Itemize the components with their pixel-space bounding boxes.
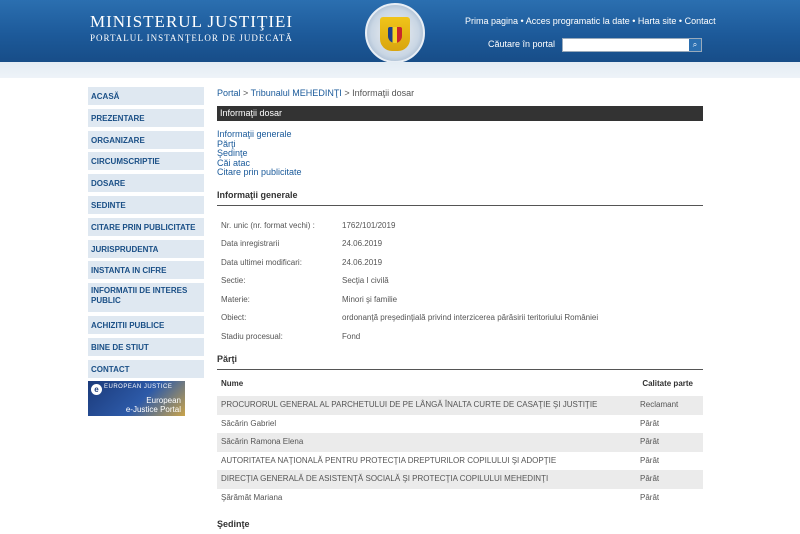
anchor-informatii-generale[interactable]: Informaţii generale — [217, 129, 292, 139]
anchor-citare[interactable]: Citare prin publicitate — [217, 167, 302, 177]
col-nume: Nume — [221, 379, 244, 388]
ejustice-line2: e-Justice Portal — [125, 405, 181, 415]
crest-icon — [365, 3, 425, 63]
search-input[interactable] — [562, 38, 702, 52]
info-row: Materie: Minori şi familie — [221, 294, 398, 304]
info-row: Data inregistrarii 24.06.2019 — [221, 239, 383, 248]
sidebar — [88, 87, 204, 416]
info-row: Data ultimei modificari: 24.06.2019 — [221, 257, 383, 267]
eagle-icon — [380, 17, 410, 51]
page-title: Informaţii dosar — [217, 106, 703, 121]
sidebar-item-prezentare[interactable]: PREZENTARE — [88, 109, 204, 127]
sidebar-item-organizare[interactable]: ORGANIZARE — [88, 131, 204, 149]
ejustice-line1: European — [146, 396, 181, 406]
parti-table-header — [217, 370, 703, 396]
table-row: AUTORITATEA NAŢIONALĂ PENTRU PROTECŢIA DREPTURILOR COPILULUI ŞI ADOPŢIE Pârât — [221, 455, 660, 465]
main-content — [217, 88, 703, 534]
sidebar-item-dosare[interactable]: DOSARE — [88, 174, 204, 192]
table-row: PROCURORUL GENERAL AL PARCHETULUI DE PE LÂNGĂ ÎNALTA CURTE DE CASAŢIE ŞI JUSTIŢIE Reclamant — [217, 396, 703, 415]
general-info-table — [217, 218, 703, 348]
sidebar-item-acasa[interactable]: ACASĂ — [88, 87, 204, 105]
ejustice-banner[interactable] — [88, 381, 185, 416]
sedinte-heading: Şedinţe — [217, 519, 250, 529]
sidebar-item-achizitii[interactable]: ACHIZITII PUBLICE — [88, 316, 204, 334]
nav-contact[interactable]: Contact — [684, 16, 716, 26]
info-row: Obiect: ordonanţă preşedinţială privind interzicerea părăsirii teritoriului României — [221, 313, 599, 322]
table-row: DIRECŢIA GENERALĂ DE ASISTENŢĂ SOCIALĂ ŞI PROTECŢIA COPILULUI MEHEDINŢI Pârât — [217, 470, 703, 489]
breadcrumb-current: Informaţii dosar — [352, 88, 415, 98]
sidebar-item-sedinte[interactable]: SEDINTE — [88, 196, 204, 214]
sidebar-item-bine-de-stiut[interactable]: BINE DE STIUT — [88, 338, 204, 356]
breadcrumb-portal[interactable]: Portal — [217, 88, 241, 98]
header — [0, 0, 800, 62]
ejustice-small: EUROPEAN JUSTICE — [104, 384, 173, 391]
nav-harta-site[interactable]: Harta site — [637, 16, 677, 26]
info-row: Stadiu procesual: Fond — [221, 331, 361, 341]
sidebar-item-circumscriptie[interactable]: CIRCUMSCRIPTIE — [88, 152, 204, 170]
section-anchors — [217, 130, 703, 178]
header-band — [0, 62, 800, 78]
info-row: Nr. unic (nr. format vechi) : 1762/101/2019 — [221, 220, 396, 230]
e-logo-icon: e — [91, 384, 102, 395]
table-row: Şărămăt Mariana Pârât — [221, 492, 660, 502]
sidebar-item-instanta-in-cifre[interactable]: INSTANTA IN CIFRE — [88, 261, 204, 279]
nav-acces-programatic[interactable]: Acces programatic la date — [525, 16, 630, 26]
table-row: Săcărin Gabriel Pârât — [221, 418, 660, 428]
search-icon[interactable]: ⌕ — [689, 39, 701, 51]
anchor-cai-atac[interactable]: Căi atac — [217, 157, 251, 168]
shield-icon — [388, 27, 402, 43]
anchor-sedinte[interactable]: Şedinţe — [217, 148, 248, 158]
info-row: Sectie: Secţia I civilă — [221, 276, 389, 285]
sidebar-item-informatii-interes-public[interactable]: INFORMATII DE INTERES PUBLIC — [88, 283, 204, 312]
parti-heading: Părţi — [217, 354, 703, 370]
sidebar-item-jurisprudenta[interactable]: JURISPRUDENTA — [88, 240, 204, 258]
sidebar-item-citare[interactable]: CITARE PRIN PUBLICITATE — [88, 218, 204, 236]
top-nav: Prima pagina • Acces programatic la date • Harta site • Contact — [465, 16, 716, 26]
site-subtitle: PORTALUL INSTANŢELOR DE JUDECATĂ — [90, 33, 293, 43]
site-title: MINISTERUL JUSTIŢIEI — [90, 12, 294, 31]
breadcrumb-tribunal[interactable]: Tribunalul MEHEDINŢI — [250, 88, 342, 98]
anchor-parti[interactable]: Părţi — [217, 138, 236, 149]
nav-prima-pagina[interactable]: Prima pagina — [465, 16, 519, 26]
table-row: Săcărin Ramona Elena Pârât — [217, 433, 703, 452]
sidebar-item-contact[interactable]: CONTACT — [88, 360, 204, 378]
general-heading: Informaţii generale — [217, 190, 703, 206]
breadcrumb: Portal > Tribunalul MEHEDINŢI > Informaţii dosar — [217, 88, 415, 98]
search-label: Căutare în portal — [488, 39, 556, 49]
col-calitate: Calitate parte — [642, 379, 693, 388]
